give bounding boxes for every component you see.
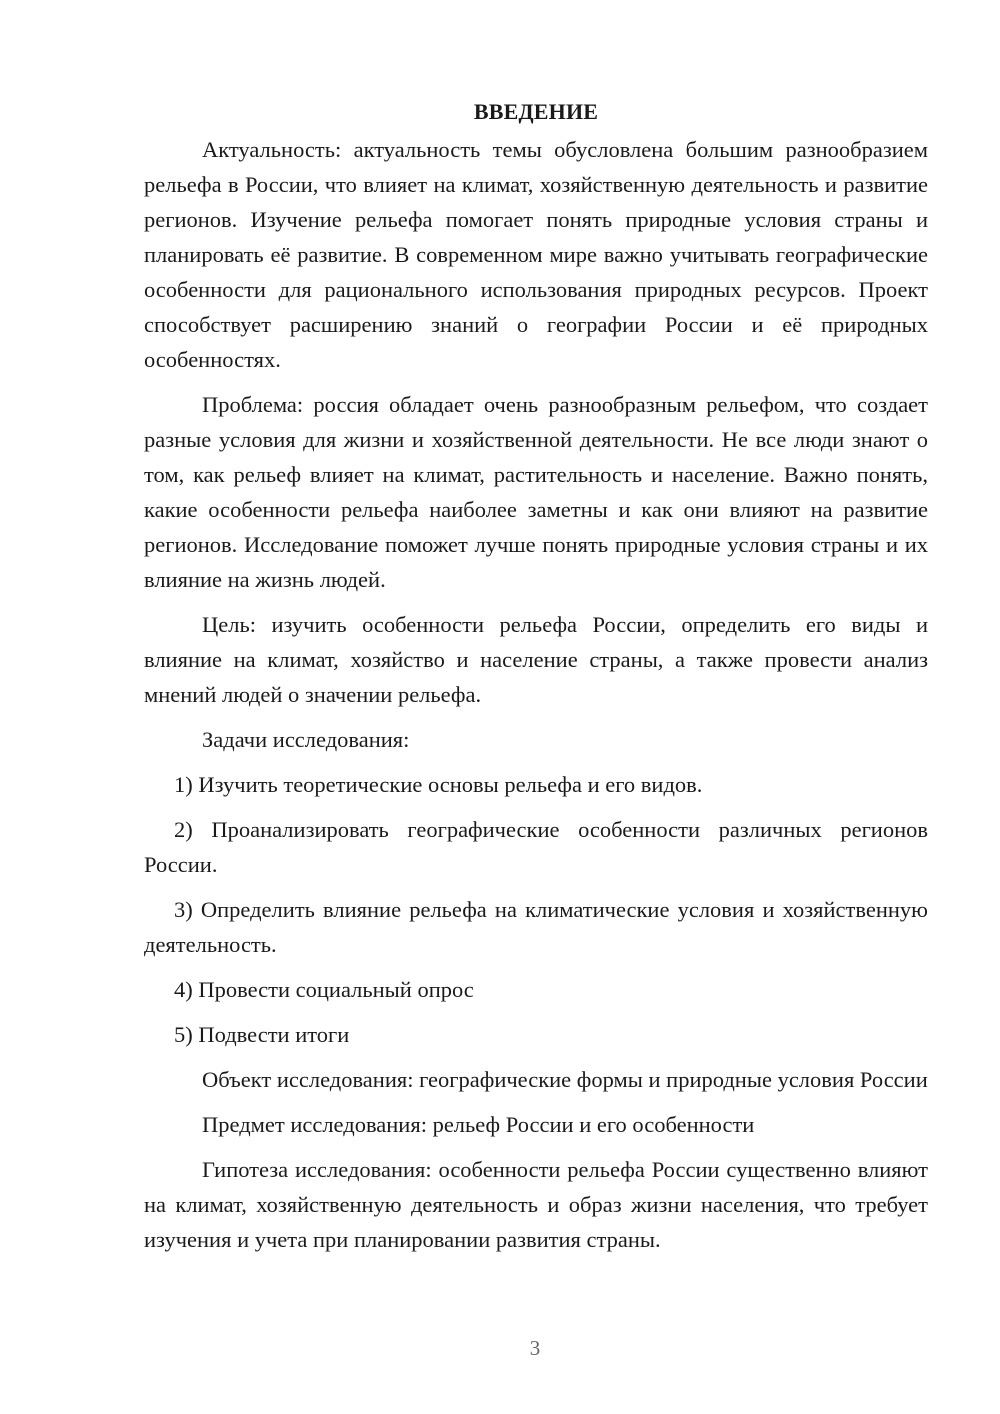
task-item: 5) Подвести итоги bbox=[174, 1022, 350, 1047]
hypothesis-paragraph: Гипотеза исследования: особенности рельефа России существенно влияют на климат, хозяйственную деятельность и образ жизни населения, что требует изучения и учета при планировании развития страны. bbox=[144, 1157, 928, 1252]
document-page bbox=[144, 92, 928, 1267]
goal-paragraph: Цель: изучить особенности рельефа России, определить его виды и влияние на климат, хозяйство и население страны, а также провести анализ мнений людей о значении рельефа. bbox=[144, 612, 928, 707]
page-title: ВВЕДЕНИЕ bbox=[473, 99, 599, 124]
task-item: 1) Изучить теоретические основы рельефа и его видов. bbox=[174, 772, 703, 797]
task-item: 3) Определить влияние рельефа на климатические условия и хозяйственную деятельность. bbox=[144, 897, 928, 957]
task-item: 2) Проанализировать географические особенности различных регионов России. bbox=[144, 817, 928, 877]
problem-paragraph: Проблема: россия обладает очень разнообразным рельефом, что создает разные условия для жизни и хозяйственной деятельности. Не все люди знают о том, как рельеф влияет на климат, растительность и население. Важно понять, какие особенности рельефа наиболее заметны и как они влияют на развитие регионов. Исследование поможет лучше понять природные условия страны и их влияние на жизнь людей. bbox=[144, 392, 928, 592]
task-item: 4) Провести социальный опрос bbox=[174, 977, 474, 1002]
page-number: 3 bbox=[529, 1336, 541, 1360]
relevance-paragraph: Актуальность: актуальность темы обусловлена большим разнообразием рельефа в России, что влияет на климат, хозяйственную деятельность и развитие регионов. Изучение рельефа помогает понять природные условия страны и планировать её развитие. В современном мире важно учитывать географические особенности для рационального использования природных ресурсов. Проект способствует расширению знаний о географии России и её природных особенностях. bbox=[144, 137, 928, 372]
subject-paragraph: Предмет исследования: рельеф России и его особенности bbox=[202, 1112, 755, 1137]
tasks-heading: Задачи исследования: bbox=[202, 727, 410, 752]
object-paragraph: Объект исследования: географические формы и природные условия России bbox=[202, 1067, 928, 1092]
